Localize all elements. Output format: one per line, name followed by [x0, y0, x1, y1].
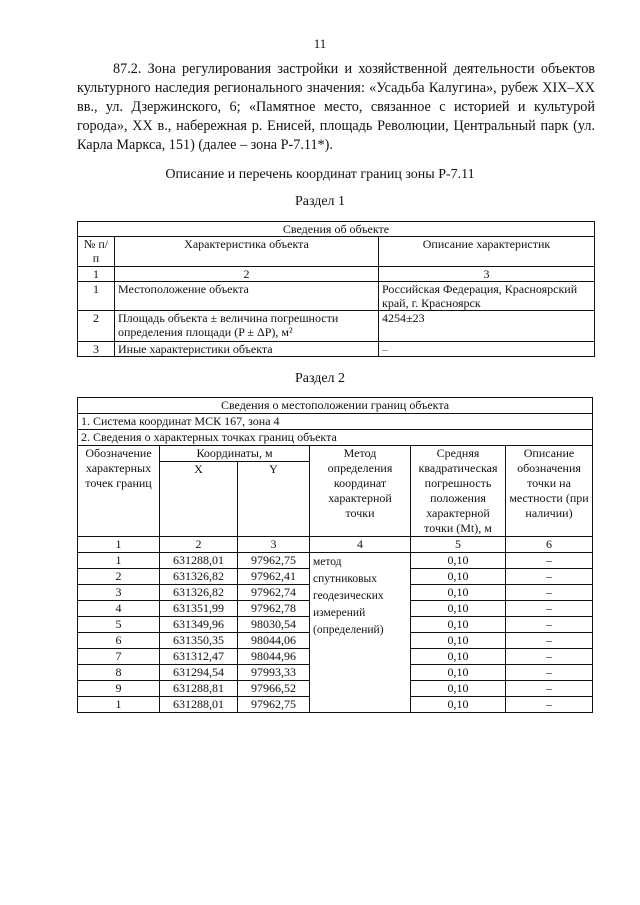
section1-title: Раздел 1 [294, 194, 346, 209]
point-y: 97962,74 [238, 585, 310, 601]
point-accuracy: 0,10 [411, 585, 506, 601]
header-description: Описание обозначения точки на местности (при наличии) [506, 446, 593, 537]
point-y: 98044,96 [238, 649, 310, 665]
table-row [78, 282, 595, 311]
section-heading: Описание и перечень координат границ зоны Р-7.11 [165, 167, 475, 182]
point-description: – [506, 633, 593, 649]
row-number: 1 [78, 282, 115, 311]
page-number: 11 [313, 36, 327, 51]
table2-colnum: 2 [160, 537, 238, 553]
point-accuracy: 0,10 [411, 601, 506, 617]
row-characteristic: Иные характеристики объекта [115, 342, 379, 357]
table1-colnum: 3 [379, 267, 595, 282]
table2-caption: Сведения о местоположении границ объекта [78, 398, 593, 414]
point-x: 631349,96 [160, 617, 238, 633]
point-description: – [506, 665, 593, 681]
point-id: 1 [78, 697, 160, 713]
table-row [78, 342, 595, 357]
table2-colnum: 6 [506, 537, 593, 553]
point-y: 97962,78 [238, 601, 310, 617]
point-x: 631288,81 [160, 681, 238, 697]
point-id: 4 [78, 601, 160, 617]
point-x: 631326,82 [160, 585, 238, 601]
row-number: 3 [78, 342, 115, 357]
point-y: 98044,06 [238, 633, 310, 649]
point-id: 7 [78, 649, 160, 665]
point-description: – [506, 585, 593, 601]
header-x: X [160, 462, 238, 537]
boundary-points-table [77, 397, 593, 713]
point-id: 3 [78, 585, 160, 601]
table2-colnum: 1 [78, 537, 160, 553]
point-y: 97993,33 [238, 665, 310, 681]
point-y: 97966,52 [238, 681, 310, 697]
table1-header-num: № п/п [78, 237, 115, 267]
table1-colnum: 2 [115, 267, 379, 282]
row-value: 4254±23 [379, 311, 595, 342]
section2-title: Раздел 2 [294, 371, 346, 386]
intro-paragraph: 87.2. Зона регулирования застройки и хозяйственной деятельности объектов культурного наследия регионального значения: «Усадьба Калугина», рубеж XIX–XX вв., ул. Дзержинского, 6; «Памятное место, связанное с историей и культурой города», XX в., набережная р. Енисей, площадь Революции, Центральный парк (ул. Карла Маркса, 151) (далее – зона Р-7.11*). [77, 61, 595, 153]
object-info-table [77, 221, 595, 357]
point-id: 9 [78, 681, 160, 697]
point-accuracy: 0,10 [411, 681, 506, 697]
point-id: 6 [78, 633, 160, 649]
table1-header-characteristic: Характеристика объекта [115, 237, 379, 267]
row-characteristic: Местоположение объекта [115, 282, 379, 311]
point-description: – [506, 617, 593, 633]
point-x: 631294,54 [160, 665, 238, 681]
table1-header-description: Описание характеристик [379, 237, 595, 267]
point-accuracy: 0,10 [411, 617, 506, 633]
point-y: 97962,41 [238, 569, 310, 585]
header-method: Метод определения координат характерной точки [310, 446, 411, 537]
coordinate-system-line: 1. Система координат МСК 167, зона 4 [78, 414, 593, 430]
point-x: 631326,82 [160, 569, 238, 585]
point-x: 631288,01 [160, 553, 238, 569]
point-id: 8 [78, 665, 160, 681]
point-y: 97962,75 [238, 553, 310, 569]
header-accuracy: Средняя квадратическая погрешность положения характерной точки (Mt), м [411, 446, 506, 537]
row-value: Российская Федерация, Красноярский край, г. Красноярск [379, 282, 595, 311]
row-value: – [379, 342, 595, 357]
point-id: 5 [78, 617, 160, 633]
row-number: 2 [78, 311, 115, 342]
point-description: – [506, 569, 593, 585]
row-characteristic: Площадь объекта ± величина погрешности определения площади (P ± ΔP), м² [115, 311, 379, 342]
points-info-line: 2. Сведения о характерных точках границ объекта [78, 430, 593, 446]
point-description: – [506, 553, 593, 569]
point-x: 631350,35 [160, 633, 238, 649]
point-accuracy: 0,10 [411, 553, 506, 569]
point-accuracy: 0,10 [411, 665, 506, 681]
header-coords: Координаты, м [160, 446, 310, 462]
table2-colnum: 4 [310, 537, 411, 553]
table2-colnum: 5 [411, 537, 506, 553]
table-row [78, 553, 593, 569]
point-id: 2 [78, 569, 160, 585]
point-description: – [506, 697, 593, 713]
point-y: 98030,54 [238, 617, 310, 633]
table1-caption: Сведения об объекте [78, 222, 595, 237]
point-description: – [506, 649, 593, 665]
table-row [78, 311, 595, 342]
point-accuracy: 0,10 [411, 649, 506, 665]
point-id: 1 [78, 553, 160, 569]
point-accuracy: 0,10 [411, 697, 506, 713]
point-accuracy: 0,10 [411, 633, 506, 649]
point-description: – [506, 601, 593, 617]
point-description: – [506, 681, 593, 697]
table1-colnum: 1 [78, 267, 115, 282]
header-y: Y [238, 462, 310, 537]
point-x: 631288,01 [160, 697, 238, 713]
point-accuracy: 0,10 [411, 569, 506, 585]
point-x: 631351,99 [160, 601, 238, 617]
point-x: 631312,47 [160, 649, 238, 665]
table2-colnum: 3 [238, 537, 310, 553]
point-y: 97962,75 [238, 697, 310, 713]
method-cell: метод спутниковых геодезических измерений (определений) [310, 553, 411, 713]
header-point: Обозначение характерных точек границ [78, 446, 160, 537]
